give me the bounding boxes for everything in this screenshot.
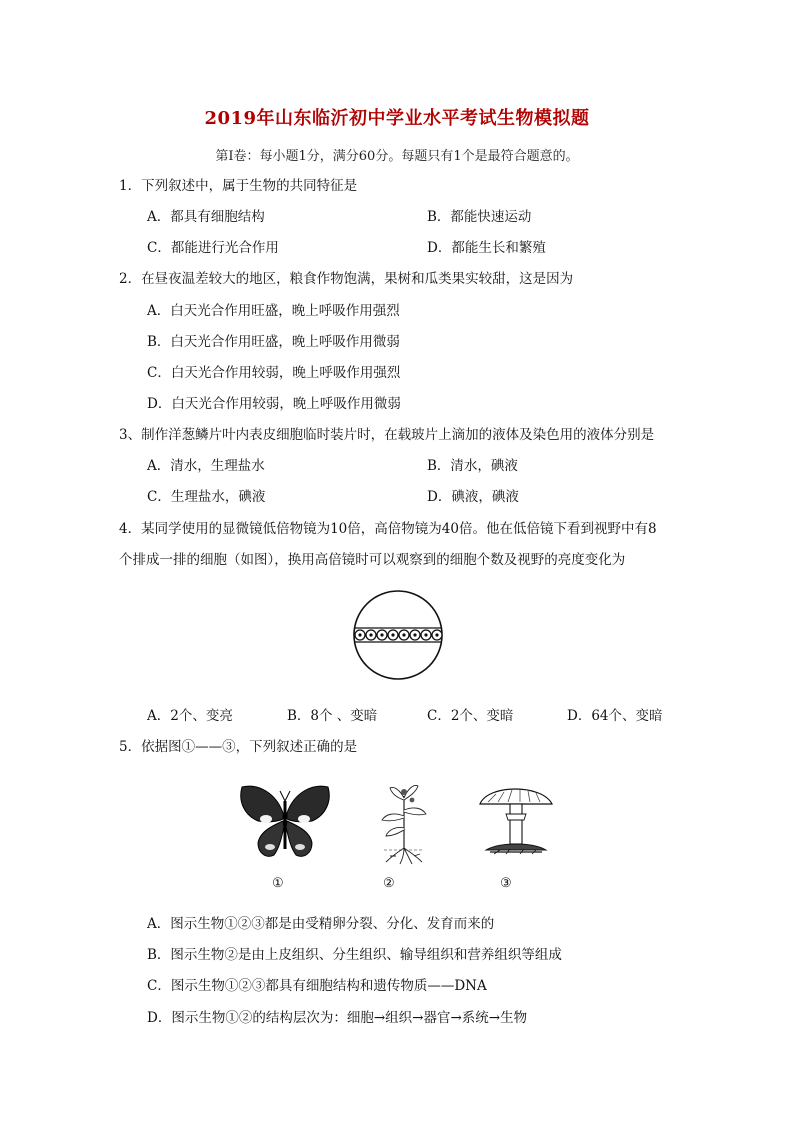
microscope-field-figure — [352, 587, 444, 687]
question-5-option-d: D．图示生物①②的结构层次为：细胞→组织→器官→系统→生物 — [147, 1010, 528, 1026]
question-5-option-a: A．图示生物①②③都是由受精卵分裂、分化、发育而来的 — [147, 916, 495, 932]
question-3-option-a: A．清水，生理盐水 — [147, 458, 265, 474]
question-4-stem-line-2: 个排成一排的细胞（如图），换用高倍镜时可以观察到的细胞个数及视野的亮度变化为 — [119, 552, 626, 568]
question-4-option-d: D．64个、变暗 — [567, 708, 663, 724]
figure-label-1: ① — [272, 876, 284, 891]
question-3-option-d: D．碘液，碘液 — [427, 489, 519, 505]
question-4-stem-line-1: 4．某同学使用的显微镜低倍物镜为10倍，高倍物镜为40倍。他在低倍镜下看到视野中有8 — [119, 521, 657, 537]
question-5-stem: 5．依据图①——③，下列叙述正确的是 — [119, 739, 358, 755]
figure-label-3: ③ — [500, 876, 512, 891]
figure-label-2: ② — [383, 876, 395, 891]
question-2-option-d: D．白天光合作用较弱，晚上呼吸作用微弱 — [147, 396, 401, 412]
question-5-option-b: B．图示生物②是由上皮组织、分生组织、输导组织和营养组织等组成 — [147, 947, 562, 963]
question-2-option-c: C．白天光合作用较弱，晚上呼吸作用强烈 — [147, 365, 401, 381]
question-4-option-a: A．2个、变亮 — [147, 708, 233, 724]
question-2-stem: 2．在昼夜温差较大的地区，粮食作物饱满，果树和瓜类果实较甜，这是因为 — [119, 271, 574, 287]
section-instructions: 第Ⅰ卷：每小题1分，满分60分。每题只有1个是最符合题意的。 — [215, 149, 579, 164]
question-1-option-b: B．都能快速运动 — [427, 209, 532, 225]
question-2-option-b: B．白天光合作用旺盛，晚上呼吸作用微弱 — [147, 334, 400, 350]
question-3-stem: 3、制作洋葱鳞片叶内表皮细胞临时装片时，在载玻片上滴加的液体及染色用的液体分别是 — [119, 427, 655, 443]
question-4-option-b: B．8个 、变暗 — [287, 708, 378, 724]
question-1-option-c: C．都能进行光合作用 — [147, 240, 279, 256]
mushroom-figure — [476, 778, 556, 860]
question-1-stem: 1．下列叙述中，属于生物的共同特征是 — [119, 178, 358, 194]
plant-figure — [374, 776, 434, 866]
question-1-option-a: A．都具有细胞结构 — [147, 209, 265, 225]
question-1-option-d: D．都能生长和繁殖 — [427, 240, 546, 256]
butterfly-figure — [236, 783, 334, 865]
question-4-option-c: C．2个、变暗 — [427, 708, 514, 724]
question-2-option-a: A．白天光合作用旺盛，晚上呼吸作用强烈 — [147, 303, 400, 319]
page-title: 2019年山东临沂初中学业水平考试生物模拟题 — [204, 108, 590, 129]
question-5-option-c: C．图示生物①②③都具有细胞结构和遗传物质——DNA — [147, 978, 487, 994]
question-3-option-b: B．清水，碘液 — [427, 458, 518, 474]
question-3-option-c: C．生理盐水，碘液 — [147, 489, 266, 505]
